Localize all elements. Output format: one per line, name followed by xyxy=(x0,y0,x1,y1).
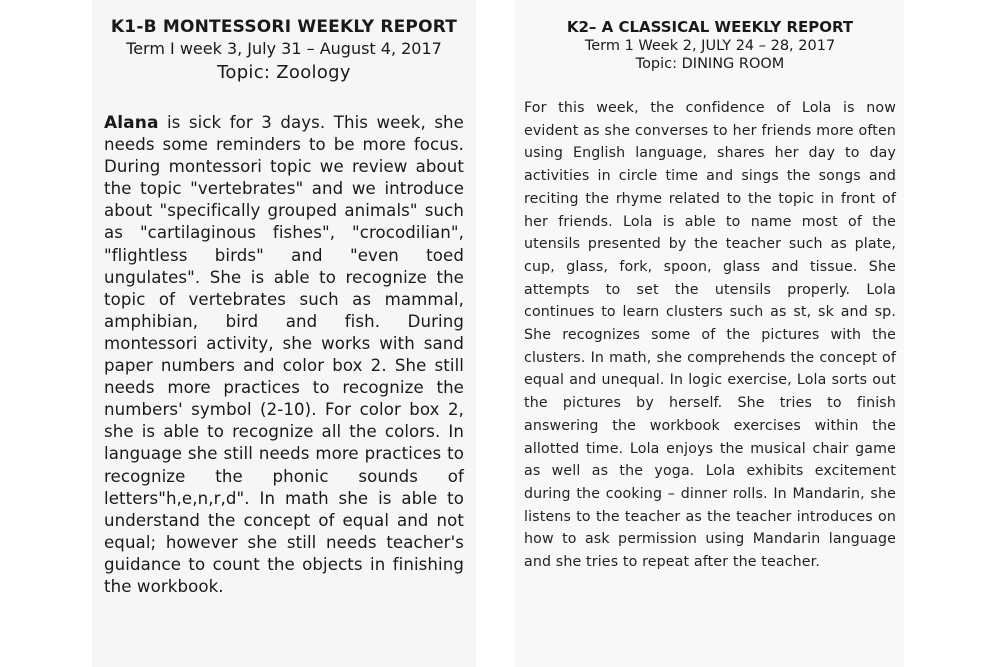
right-report-topic: Topic: DINING ROOM xyxy=(635,56,785,72)
left-report-page xyxy=(92,0,476,667)
right-report-page xyxy=(514,0,904,667)
left-report-header xyxy=(104,16,464,86)
student-name: Alana xyxy=(104,113,159,133)
right-report-header xyxy=(524,18,896,73)
left-report-text: is sick for 3 days. This week, she needs some reminders to be more focus. During montessori topic we review about the topic "vertebrates" and we introduce about "specifically grouped animals" such as "cartilaginous fishes", "crocodilian", "flightless birds" and "even toed ungulates". She is able to recognize the topic of vertebrates such as mammal, amphibian, bird and fish. During montessori activity, she works with sand paper numbers and color box 2. She still needs more practices to recognize the numbers' symbol (2-10). For color box 2, she is able to recognize all the colors. In language she still needs more practices to recognize the phonic sounds of letters"h,e,n,r,d". In math she is able to understand the concept of equal and not equal; however she still needs teacher's guidance to count the objects in finishing the workbook. xyxy=(104,113,464,596)
left-report-cutoff-line xyxy=(104,606,464,614)
left-report-topic: Topic: Zoology xyxy=(217,62,351,83)
left-report-body xyxy=(104,112,464,598)
right-report-title: K2– A CLASSICAL WEEKLY REPORT xyxy=(566,18,854,36)
left-report-term: Term I week 3, July 31 – August 4, 2017 xyxy=(126,39,442,58)
right-report-term: Term 1 Week 2, JULY 24 – 28, 2017 xyxy=(584,38,836,54)
left-report-title: K1-B MONTESSORI WEEKLY REPORT xyxy=(110,17,458,37)
right-report-body: For this week, the confidence of Lola is now evident as she converses to her friends more often using English language, shares her day to day activities in circle time and sings the songs and reciting the rhyme related to the topic in front of her friends. Lola is able to name most of the utensils presented by the teacher such as plate, cup, glass, fork, spoon, glass and tissue. She attempts to set the utensils properly. Lola continues to learn clusters such as st, sk and sp. She recognizes some of the pictures with the clusters. In math, she comprehends the concept of equal and unequal. In logic exercise, Lola sorts out the pictures by herself. She tries to finish answering the workbook exercises within the allotted time. Lola enjoys the musical chair game as well as the yoga. Lola exhibits excitement during the cooking – dinner rolls. In Mandarin, she listens to the teacher as the teacher introduces on how to ask permission using Mandarin language and she tries to repeat after the teacher. xyxy=(524,100,896,571)
